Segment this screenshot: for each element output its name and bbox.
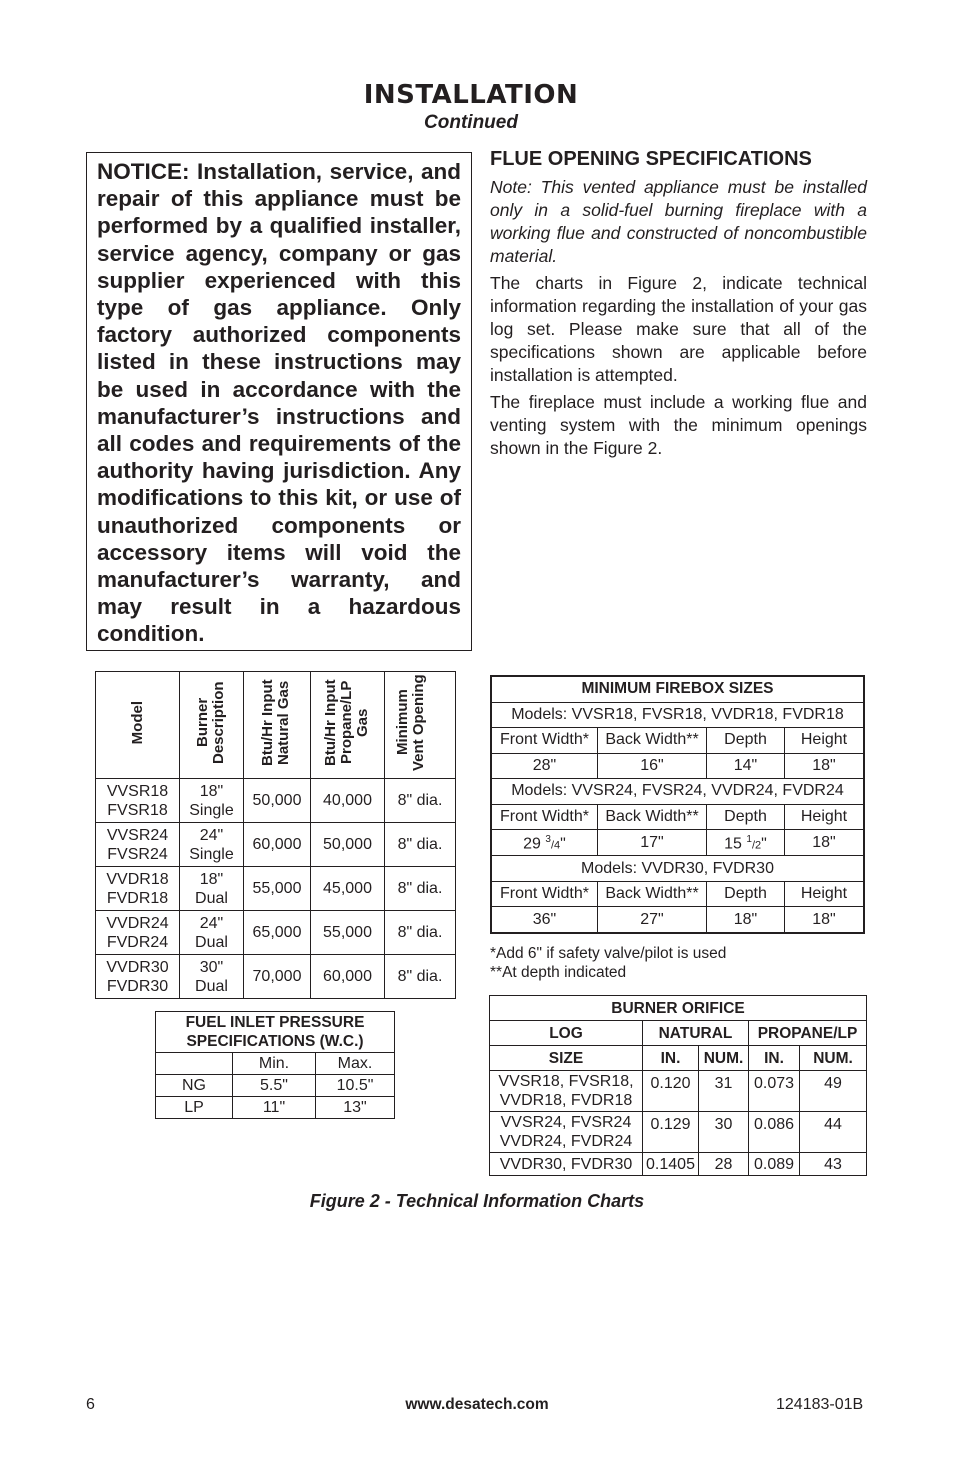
front-cell: 29 $^3$/4" [491, 830, 598, 856]
table-header-row [491, 728, 864, 754]
back-cell: 27" [598, 907, 707, 933]
nat-in-cell: 0.120 [643, 1071, 699, 1112]
burner-orifice-table [489, 995, 867, 1176]
model-cell: VVSR24 FVSR24 [96, 823, 180, 867]
website-link[interactable]: www.desatech.com [405, 1396, 549, 1413]
table-row [96, 911, 456, 955]
table-header-row [96, 672, 456, 779]
lp-in-cell: 0.086 [749, 1112, 800, 1153]
column-header-log: LOG [490, 1021, 643, 1046]
back-cell: 17" [598, 830, 707, 856]
table-header-row [491, 881, 864, 907]
column-header-back: Back Width** [598, 881, 707, 907]
ng-cell: 70,000 [244, 955, 311, 999]
column-header-ng-input: Btu/Hr Input Natural Gas [244, 672, 311, 779]
nat-num-cell: 30 [699, 1112, 749, 1153]
model-cell: VVDR18 FVDR18 [96, 867, 180, 911]
page-title: INSTALLATION [363, 80, 579, 110]
flue-note: Note: This vented appliance must be installed only in a solid-fuel burning fireplace with a working flue and constructed of noncombustible material. [490, 177, 867, 266]
depth-cell: 15 $^1$/2" [707, 830, 785, 856]
flue-heading: FLUE OPENING SPECIFICATIONS [490, 148, 812, 170]
lp-in-cell: 0.089 [749, 1153, 800, 1176]
model-cell: VVSR18 FVSR18 [96, 779, 180, 823]
fuel-pressure-table [155, 1011, 395, 1119]
column-header-back: Back Width** [598, 804, 707, 830]
column-header-lp-input: Btu/Hr Input Propane/LP Gas [311, 672, 385, 779]
front-cell: 36" [491, 907, 598, 933]
height-cell: 18" [785, 907, 865, 933]
column-header-burner: Burner Description [180, 672, 244, 779]
depth-cell: 14" [707, 753, 785, 779]
max-cell: 13" [316, 1097, 395, 1119]
flue-paragraph-2: The fireplace must include a working flue and venting system with the minimum openings shown in the Figure 2. [490, 392, 867, 458]
column-header-depth: Depth [707, 881, 785, 907]
firebox-notes [490, 944, 726, 982]
lp-cell: 40,000 [311, 779, 385, 823]
ng-cell: 55,000 [244, 867, 311, 911]
table-row [96, 867, 456, 911]
burner-cell: 18" Single [180, 779, 244, 823]
lp-cell: 55,000 [311, 911, 385, 955]
max-cell: 10.5" [316, 1075, 395, 1097]
lp-num-cell: 49 [800, 1071, 867, 1112]
column-header-height: Height [785, 728, 865, 754]
column-header-height: Height [785, 881, 865, 907]
column-header-depth: Depth [707, 804, 785, 830]
column-header-front: Front Width* [491, 881, 598, 907]
burner-cell: 30" Dual [180, 955, 244, 999]
column-header-front: Front Width* [491, 804, 598, 830]
gas-cell: LP [156, 1097, 233, 1119]
size-cell: VVSR18, FVSR18, VVDR18, FVDR18 [490, 1071, 643, 1112]
orifice-table-title: BURNER ORIFICE [490, 996, 867, 1021]
models-row: Models: VVDR30, FVDR30 [491, 856, 864, 882]
table-header-row [491, 804, 864, 830]
table-row [490, 1112, 867, 1153]
vent-cell: 8" dia. [385, 911, 456, 955]
column-header-back: Back Width** [598, 728, 707, 754]
lp-cell: 50,000 [311, 823, 385, 867]
back-cell: 16" [598, 753, 707, 779]
notice-box: NOTICE: Installation, service, and repair of this appliance must be performed by a qualified installer, service agency, company or gas supplier experienced with this type of gas appliance. Only factory authorized components listed in these instructions may be used in accordance with the manufacturer’s instructions and all codes and requirements of the authority having jurisdiction. Any modifications to this kit, or use of unauthorized components or accessory items will void the manufacturer’s warranty, and may result in a hazardous condition. [86, 152, 472, 651]
lp-cell: 45,000 [311, 867, 385, 911]
column-header-vent: Minimum Vent Opening [385, 672, 456, 779]
gas-cell: NG [156, 1075, 233, 1097]
ng-cell: 50,000 [244, 779, 311, 823]
ng-cell: 65,000 [244, 911, 311, 955]
nat-in-cell: 0.129 [643, 1112, 699, 1153]
firebox-sizes-table [490, 675, 865, 934]
vent-cell: 8" dia. [385, 867, 456, 911]
model-cell: VVDR30 FVDR30 [96, 955, 180, 999]
table-row [96, 823, 456, 867]
column-header-max: Max. [316, 1053, 395, 1075]
burner-cell: 18" Dual [180, 867, 244, 911]
depth-cell: 18" [707, 907, 785, 933]
min-cell: 5.5" [233, 1075, 316, 1097]
models-row: Models: VVSR24, FVSR24, VVDR24, FVDR24 [491, 779, 864, 805]
table-row [491, 907, 864, 933]
column-header-front: Front Width* [491, 728, 598, 754]
vent-cell: 8" dia. [385, 955, 456, 999]
nat-in-cell: 0.1405 [643, 1153, 699, 1176]
burner-cell: 24" Dual [180, 911, 244, 955]
column-header-nat-in: IN. [643, 1046, 699, 1071]
column-header-depth: Depth [707, 728, 785, 754]
height-cell: 18" [785, 753, 865, 779]
table-row [96, 955, 456, 999]
table-row [156, 1075, 395, 1097]
table-header-row [490, 1021, 867, 1046]
table-row [491, 830, 864, 856]
column-header-propane: PROPANE/LP [749, 1021, 867, 1046]
flue-paragraph-1: The charts in Figure 2, indicate technical information regarding the installation of your gas log set. Please make sure that all of the specifications shown are applicable before installation is attempted. [490, 273, 867, 385]
burner-cell: 24" Single [180, 823, 244, 867]
column-header-model: Model [96, 672, 180, 779]
front-cell: 28" [491, 753, 598, 779]
document-number: 124183-01B [776, 1396, 864, 1413]
table-row [96, 779, 456, 823]
vent-cell: 8" dia. [385, 823, 456, 867]
page-subtitle: Continued [424, 112, 518, 133]
table-row [491, 753, 864, 779]
page-number: 6 [86, 1396, 95, 1413]
column-header-height: Height [785, 804, 865, 830]
column-header-lp-num: NUM. [800, 1046, 867, 1071]
lp-num-cell: 43 [800, 1153, 867, 1176]
firebox-note-1: *Add 6" if safety valve/pilot is used [490, 945, 727, 962]
firebox-note-2: **At depth indicated [490, 964, 627, 981]
table-header-row [156, 1053, 395, 1075]
min-cell: 11" [233, 1097, 316, 1119]
model-specs-table [95, 671, 456, 999]
nat-num-cell: 31 [699, 1071, 749, 1112]
fuel-table-title: FUEL INLET PRESSURE SPECIFICATIONS (W.C.) [156, 1012, 395, 1053]
vent-cell: 8" dia. [385, 779, 456, 823]
models-row: Models: VVSR18, FVSR18, VVDR18, FVDR18 [491, 702, 864, 728]
column-header-lp-in: IN. [749, 1046, 800, 1071]
table-row [156, 1097, 395, 1119]
height-cell: 18" [785, 830, 865, 856]
figure-caption: Figure 2 - Technical Information Charts [309, 1191, 645, 1211]
empty-cell [156, 1053, 233, 1075]
column-header-min: Min. [233, 1053, 316, 1075]
lp-in-cell: 0.073 [749, 1071, 800, 1112]
firebox-table-title: MINIMUM FIREBOX SIZES [491, 676, 864, 702]
table-row [490, 1071, 867, 1112]
nat-num-cell: 28 [699, 1153, 749, 1176]
model-cell: VVDR24 FVDR24 [96, 911, 180, 955]
column-header-natural: NATURAL [643, 1021, 749, 1046]
table-row [490, 1153, 867, 1176]
ng-cell: 60,000 [244, 823, 311, 867]
table-header-row [490, 1046, 867, 1071]
size-cell: VVDR30, FVDR30 [490, 1153, 643, 1176]
column-header-nat-num: NUM. [699, 1046, 749, 1071]
lp-num-cell: 44 [800, 1112, 867, 1153]
column-header-size: SIZE [490, 1046, 643, 1071]
lp-cell: 60,000 [311, 955, 385, 999]
size-cell: VVSR24, FVSR24 VVDR24, FVDR24 [490, 1112, 643, 1153]
